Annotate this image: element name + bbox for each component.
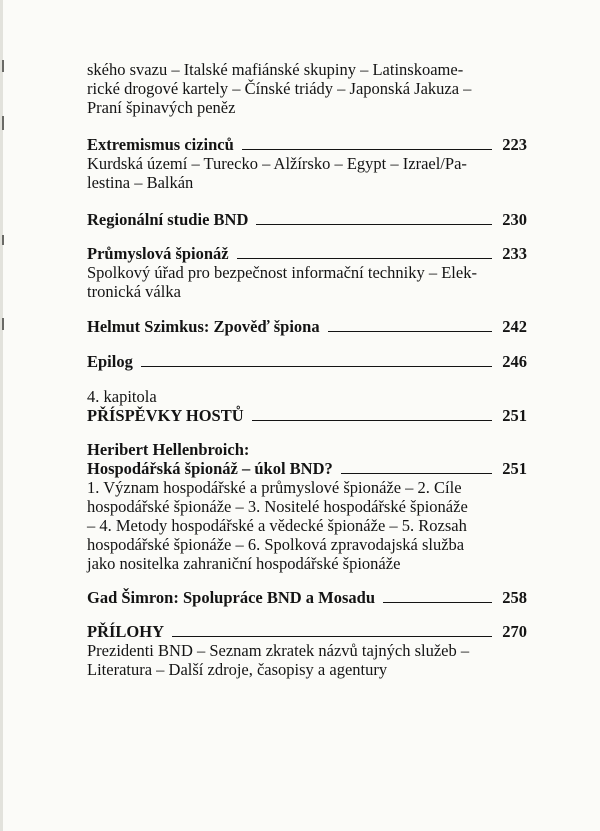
toc-leader-line [328,331,493,332]
toc-desc-line: hospodářské špionáže – 6. Spolková zpravodajská služba [87,535,465,554]
toc-entry-title: Helmut Szimkus: Zpověď špiona [87,317,320,336]
toc-entry-szimkus [87,317,527,336]
toc-leader-line [341,473,493,474]
toc-page-number: 251 [502,406,527,425]
toc-leader-line [242,149,492,150]
toc-entry-title: Epilog [87,352,133,371]
toc-entry-heading[interactable] [87,317,527,336]
toc-entry-heading[interactable] [87,135,527,154]
toc-leader-line [172,636,492,637]
toc-entry-author: Heribert Hellenbroich: [87,440,250,459]
scan-mark [2,116,4,130]
scan-mark [2,318,4,330]
toc-desc-line: ského svazu – Italské mafiánské skupiny – Latinskoame- [87,60,464,79]
toc-leader-line [256,224,492,225]
toc-entry-epilog [87,352,527,371]
toc-entry-extremismus [87,135,527,192]
scan-mark [2,235,4,245]
toc-entry-title: Gad Šimron: Spolupráce BND a Mosadu [87,588,376,607]
toc-entry-title: Hospodářská špionáž – úkol BND? [87,459,333,478]
toc-entry-title: Regionální studie BND [87,210,249,229]
toc-entry-heading[interactable] [87,352,527,371]
toc-page-number: 246 [502,352,527,371]
toc-desc-line: 1. Význam hospodářské a průmyslové špionáže – 2. Cíle [87,478,462,497]
table-of-contents [87,60,527,679]
toc-leader-line [237,258,493,259]
toc-entry-title: Extremismus cizinců [87,135,234,154]
toc-entry-chapter-4 [87,387,527,425]
toc-desc-line: Spolkový úřad pro bezpečnost informační techniky – Elek- [87,263,477,282]
toc-entry-heading[interactable] [87,406,527,425]
toc-page-number: 251 [502,459,527,478]
toc-entry-title: PŘÍLOHY [87,622,165,641]
toc-page-number: 230 [502,210,527,229]
toc-entry-title: Průmyslová špionáž [87,244,229,263]
toc-entry-heading[interactable] [87,210,527,229]
toc-desc-line: rické drogové kartely – Čínské triády – Japonská Jakuza – [87,79,472,98]
toc-desc-line: lestina – Balkán [87,173,194,192]
toc-desc-line: Literatura – Další zdroje, časopisy a agentury [87,660,388,679]
toc-entry-heading[interactable] [87,622,527,641]
toc-desc-line: – 4. Metody hospodářské a vědecké špionáže – 5. Rozsah [87,516,467,535]
toc-entry-prumyslova [87,244,527,301]
toc-page-number: 233 [502,244,527,263]
toc-leader-line [141,366,492,367]
toc-entry-prilohy [87,622,527,679]
toc-desc-line: tronická válka [87,282,181,301]
toc-desc-line: Praní špinavých peněz [87,98,236,117]
toc-desc-line: Prezidenti BND – Seznam zkratek názvů tajných služeb – [87,641,470,660]
toc-entry-title: PŘÍSPĚVKY HOSTŮ [87,406,244,425]
toc-desc-line: Kurdská území – Turecko – Alžírsko – Egypt – Izrael/Pa- [87,154,467,173]
toc-chapter-label: 4. kapitola [87,387,157,406]
toc-page-number: 223 [502,135,527,154]
toc-entry-regionalni [87,210,527,229]
scan-mark [2,60,4,72]
toc-entry-heading[interactable] [87,459,527,478]
toc-leader-line [383,602,492,603]
toc-entry-simron [87,588,527,607]
toc-intro-continuation [87,60,527,117]
toc-desc-line: jako nositelka zahraniční hospodářské špionáže [87,554,401,573]
toc-page-number: 270 [502,622,527,641]
toc-entry-heading[interactable] [87,588,527,607]
toc-leader-line [252,420,493,421]
toc-entry-hellenbroich [87,440,527,573]
toc-entry-heading[interactable] [87,244,527,263]
toc-page-number: 258 [502,588,527,607]
toc-page-number: 242 [502,317,527,336]
toc-desc-line: hospodářské špionáže – 3. Nositelé hospodářské špionáže [87,497,468,516]
